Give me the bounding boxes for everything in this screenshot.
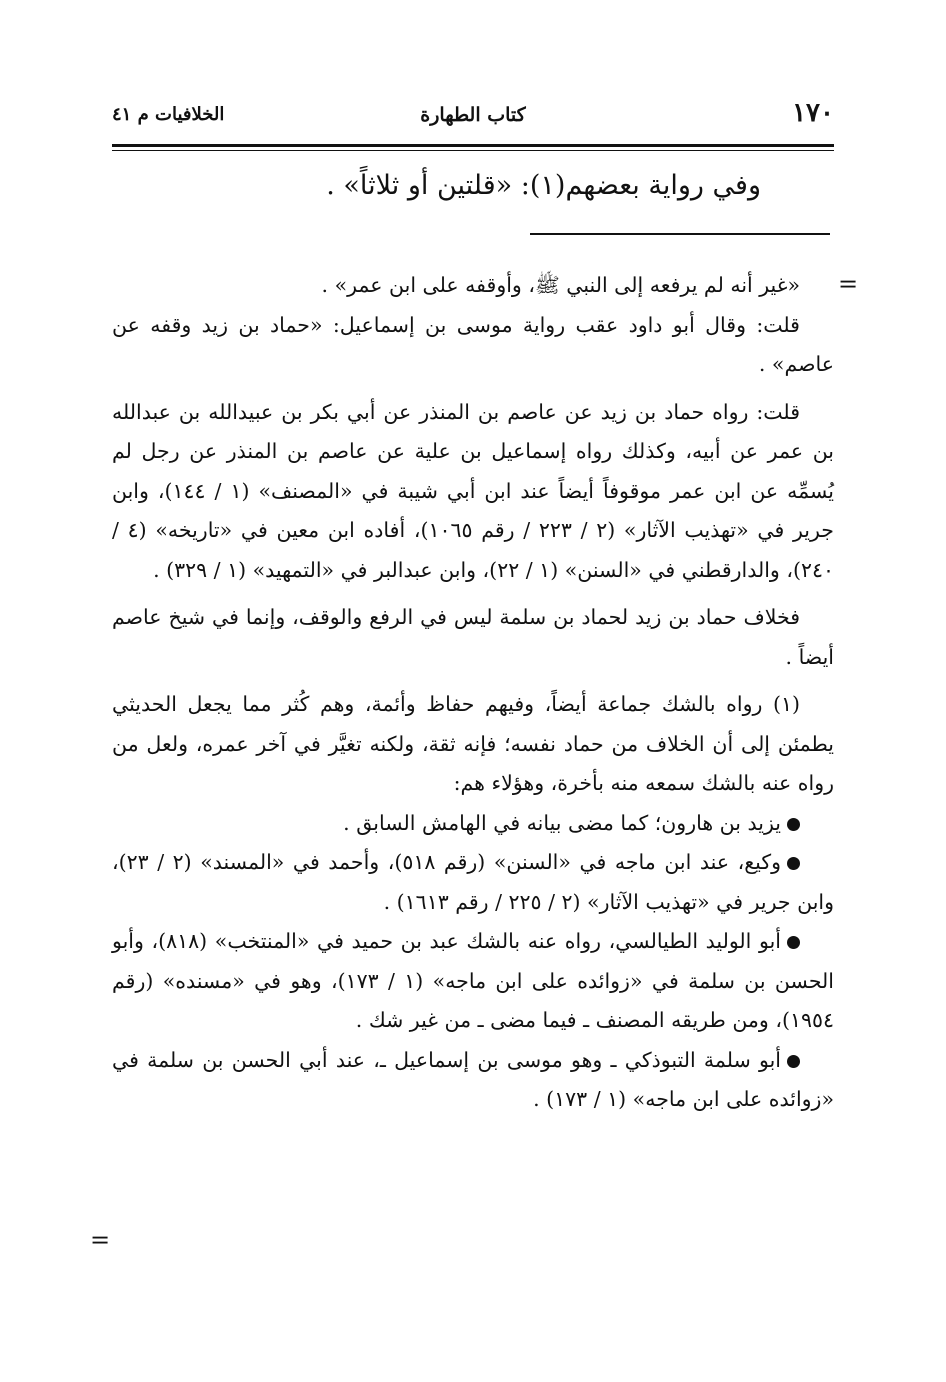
header-rule-thick bbox=[112, 144, 834, 147]
bullet-icon bbox=[787, 818, 800, 831]
continuation-mark-top: = bbox=[838, 270, 859, 298]
bullet-text: أبو سلمة التبوذكي ـ وهو موسى بن إسماعيل ـ، عند أبي الحسن بن سلمة في «زوائده على ابن ماجه» (١ / ١٧٣) . bbox=[112, 1047, 834, 1111]
continuation-mark-bottom: = bbox=[90, 1226, 111, 1254]
bullet-item bbox=[112, 1041, 834, 1120]
bullet-icon bbox=[787, 857, 800, 870]
bullet-text: أبو الوليد الطيالسي، رواه عنه بالشك عبد بن حميد في «المنتخب» (٨١٨)، وأبو الحسن بن سلمة في «زوائده على ابن ماجه» (١ / ١٧٣)، وهو في «مسنده» (رقم ١٩٥٤)، ومن طريقه المصنف ـ فيما مضى ـ من غير شك . bbox=[112, 929, 834, 1032]
footnote-paragraph: قلت: رواه حماد بن زيد عن عاصم بن المنذر عن أبي بكر بن عبيدالله بن عبدالله بن عمر عن أبيه، وكذلك رواه إسماعيل بن علية عن عاصم بن المنذر عن رجل لم يُسمِّه عن ابن عمر موقوفاً أيضاً عند ابن أبي شيبة في «المصنف» (١ / ١٤٤)، وابن جرير في «تهذيب الآثار» (٢ / ٢٢٣ / رقم ١٠٦٥)، أفاده ابن معين في «تاريخه» (٤ / ٢٤٠)، والدارقطني في «السنن» (١ / ٢٢)، وابن عبدالبر في «التمهيد» (١ / ٣٢٩) . bbox=[112, 399, 835, 582]
header-rule-thin bbox=[112, 150, 834, 151]
footnote-separator bbox=[530, 233, 830, 235]
running-title: الخلافيات م ٤١ bbox=[112, 104, 225, 125]
footnote-one: (١) رواه بالشك جماعة أيضاً، وفيهم حفاظ وأئمة، وهم كُثر مما يجعل الحديثي يطمئن إلى أن الخلاف من حماد نفسه؛ فإنه ثقة، ولكنه تغيَّر في آخر عمره، ولعل من رواه عنه بالشك سمعه منه بأخرة، وهؤلاء هم: bbox=[112, 692, 834, 795]
bullet-item bbox=[112, 804, 834, 844]
bullet-icon bbox=[787, 1055, 800, 1068]
bullet-text: يزيد بن هارون؛ كما مضى بيانه في الهامش السابق . bbox=[343, 810, 781, 835]
footnote-paragraph: «غير أنه لم يرفعه إلى النبي ﷺ، وأوقفه على ابن عمر» . bbox=[321, 273, 800, 297]
bullet-text: وكيع، عند ابن ماجه في «السنن» (رقم ٥١٨)، وأحمد في «المسند» (٢ / ٢٣)، وابن جرير في «تهذيب الآثار» (٢ / ٢٢٥ / رقم ١٦١٣) . bbox=[112, 850, 834, 914]
main-text bbox=[112, 162, 761, 210]
bullet-item bbox=[112, 843, 834, 922]
bullet-item bbox=[112, 922, 834, 1041]
page-number: ١٧٠ bbox=[792, 98, 834, 128]
page-header bbox=[112, 98, 834, 132]
footnote-paragraph: فخلاف حماد بن زيد لحماد بن سلمة ليس في الرفع والوقف، وإنما في شيخ عاصم أيضاً . bbox=[112, 605, 834, 669]
bullet-icon bbox=[787, 936, 800, 949]
chapter-title: كتاب الطهارة bbox=[420, 104, 526, 126]
main-text-line: وفي رواية بعضهم(١): «قلتين أو ثلاثاً» . bbox=[326, 170, 761, 201]
footnote-paragraph: قلت: وقال أبو داود عقب رواية موسى بن إسماعيل: «حماد بن زيد وقفه عن عاصم» . bbox=[112, 312, 834, 376]
footnotes bbox=[112, 266, 834, 1120]
